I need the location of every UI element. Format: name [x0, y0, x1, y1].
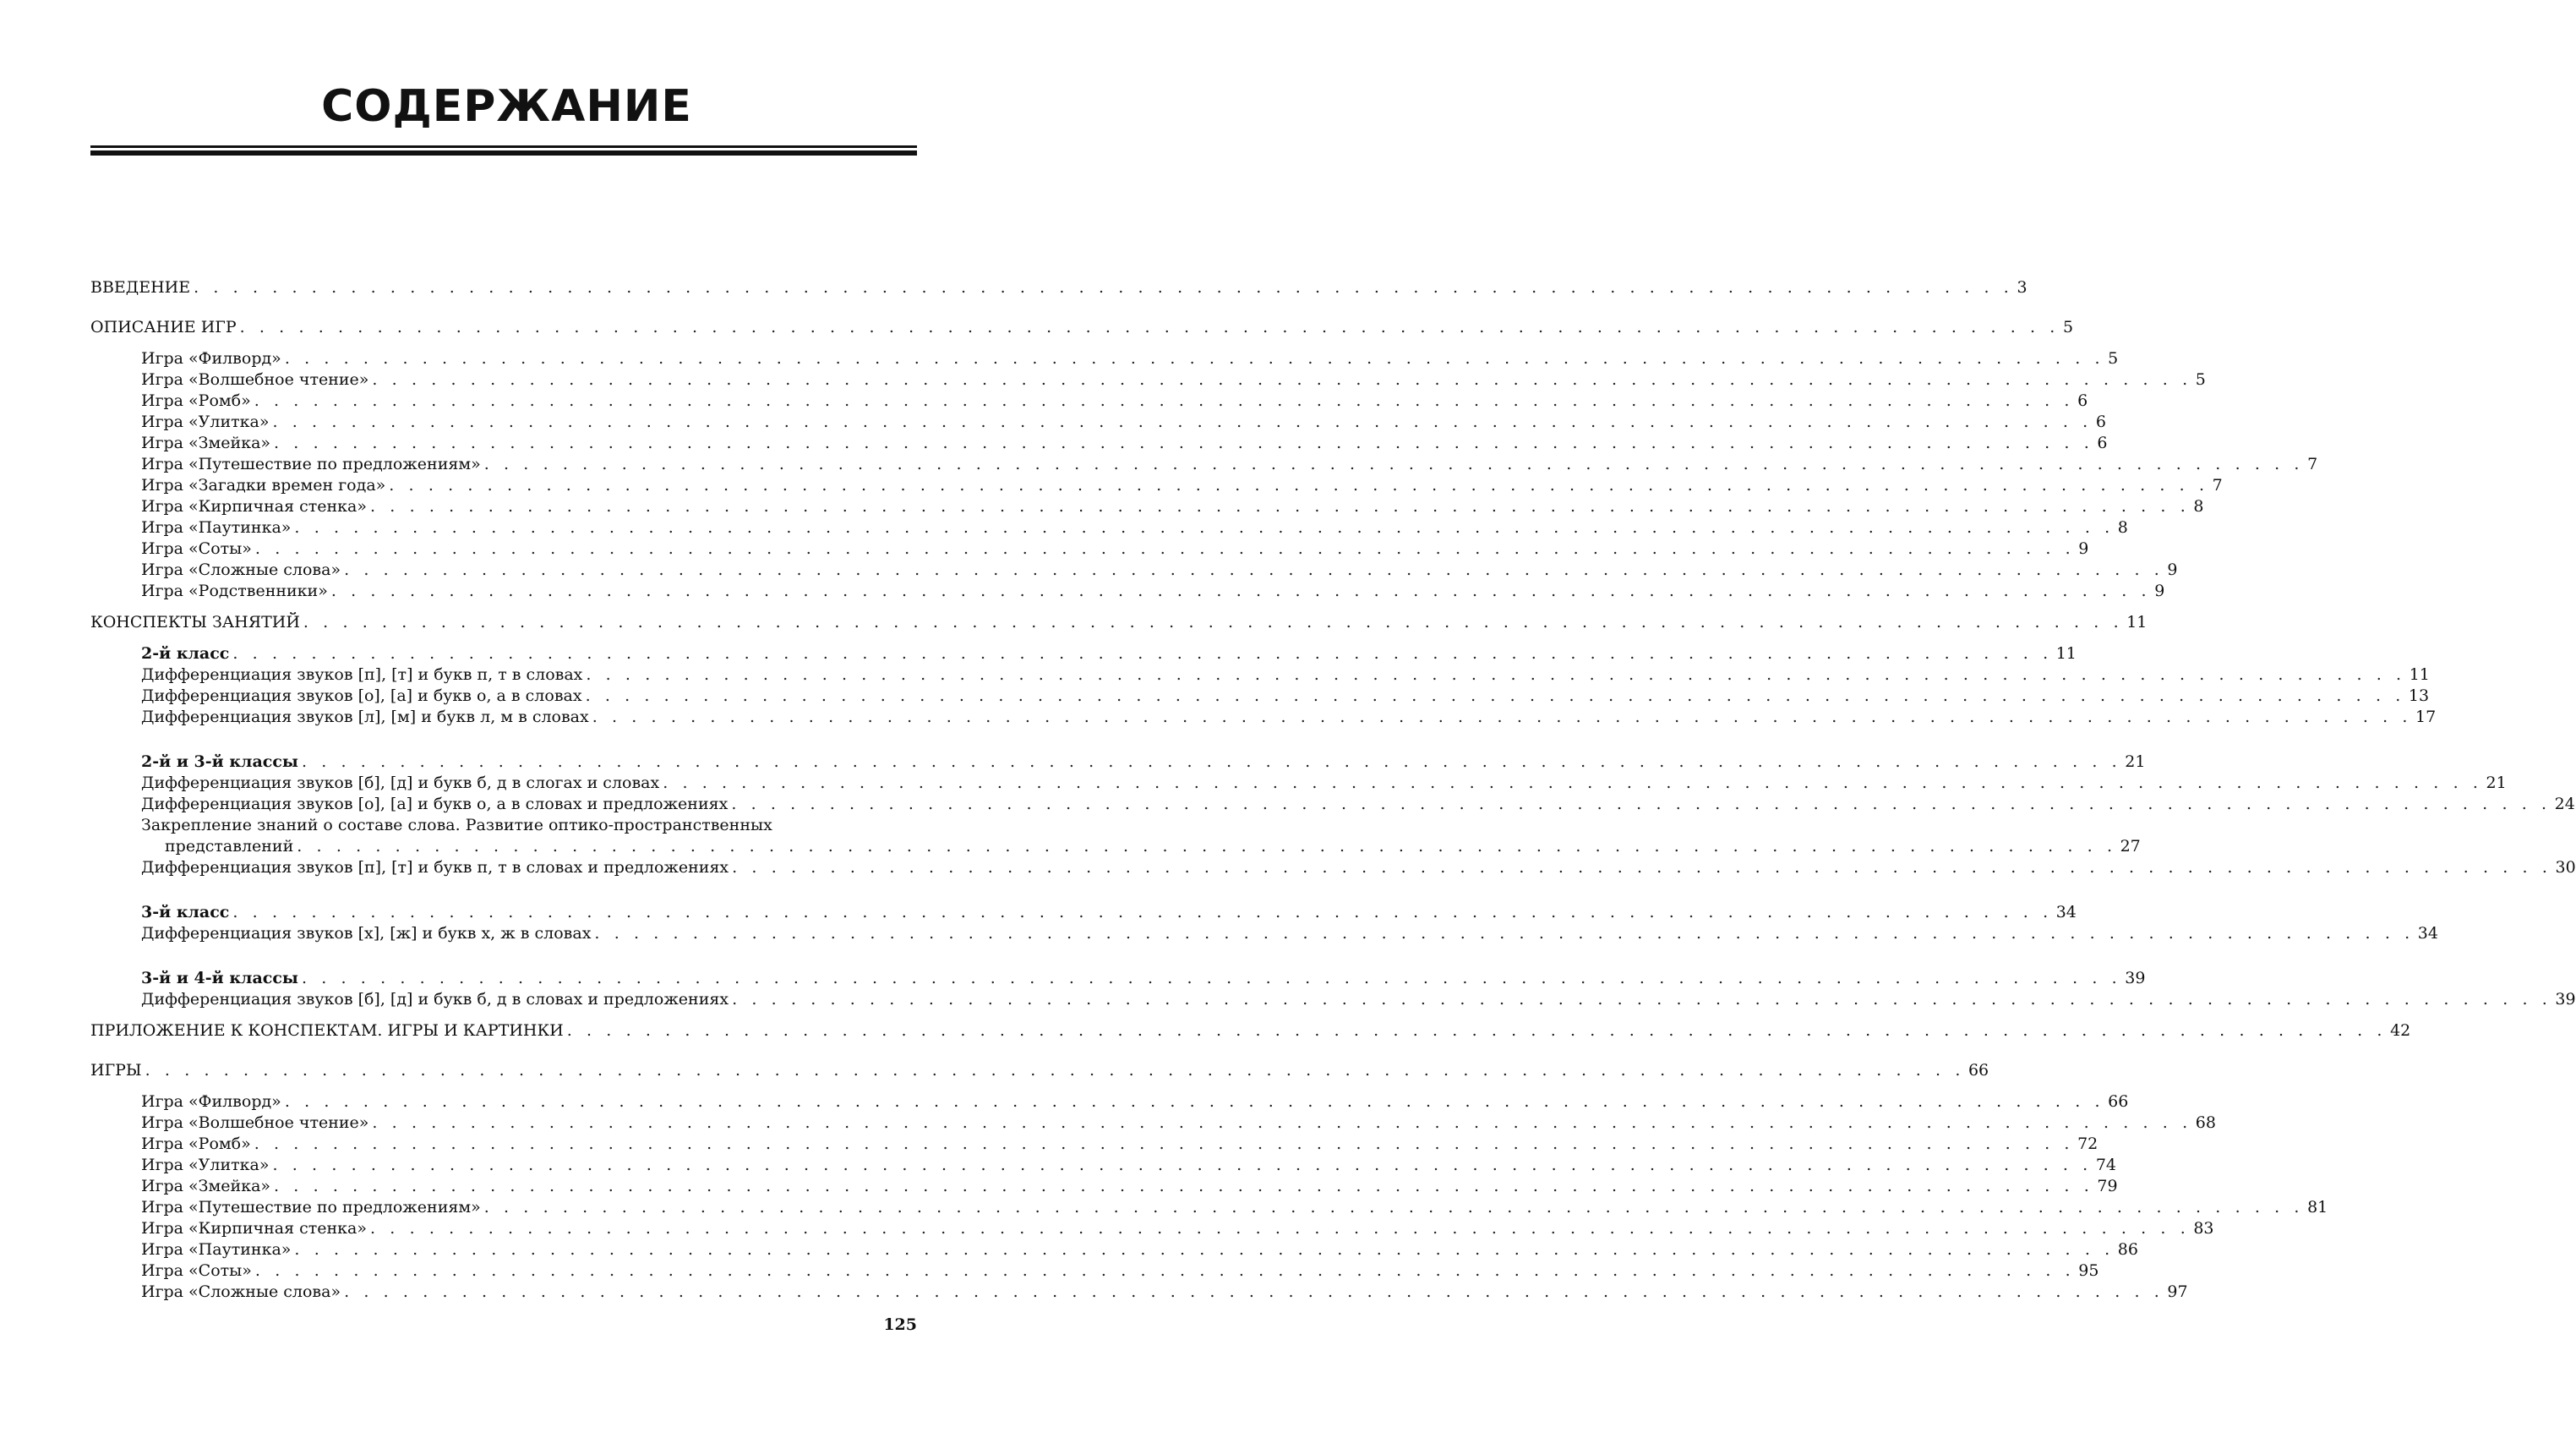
dot-leader: . . . . . . . . . . . . . . . . . . . . . . . . . . . . . . . . . . . . . . . . . . . . . . . . . . . . . . . . . . . . . . . . . . . . . . . . . . . . . . . . . . . . . . . . . . . . .: [330, 582, 2152, 600]
toc-entry-label: 3-й класс: [141, 902, 232, 923]
toc-entry[interactable]: [90, 794, 2575, 815]
dot-leader: . . . . . . . . . . . . . . . . . . . . . . . . . . . . . . . . . . . . . . . . . . . . . . . . . . . . . . . . . . . . . . . . . . . . . . . . . . . . . . . . . . . . . . . . . . . . .: [274, 434, 2094, 452]
toc-entry-page: 97: [2164, 1282, 2187, 1303]
toc-entry-page: 7: [2209, 475, 2223, 496]
toc-entry[interactable]: [90, 539, 2089, 560]
toc-entry[interactable]: [90, 1239, 2138, 1260]
toc-entry-page: 95: [2075, 1260, 2098, 1282]
toc-entry-label: Игра «Загадки времен года»: [141, 475, 389, 496]
dot-leader: . . . . . . . . . . . . . . . . . . . . . . . . . . . . . . . . . . . . . . . . . . . . . . . . . . . . . . . . . . . . . . . . . . . . . . . . . . . . . . . . . . . . . . . . . . . . .: [294, 518, 2115, 537]
dot-leader: . . . . . . . . . . . . . . . . . . . . . . . . . . . . . . . . . . . . . . . . . . . . . . . . . . . . . . . . . . . . . . . . . . . . . . . . . . . . . . . . . . . . . . . . . . . . .: [297, 837, 2117, 856]
dot-leader: . . . . . . . . . . . . . . . . . . . . . . . . . . . . . . . . . . . . . . . . . . . . . . . . . . . . . . . . . . . . . . . . . . . . . . . . . . . . . . . . . . . . . . . . . . . . .: [344, 560, 2164, 579]
toc-entry[interactable]: [90, 517, 2128, 539]
toc-entry-page: 9: [2075, 539, 2088, 560]
toc-entry[interactable]: [90, 391, 2088, 412]
toc-entry[interactable]: [90, 348, 2119, 369]
toc-entry-page: 8: [2190, 496, 2203, 517]
dot-leader: . . . . . . . . . . . . . . . . . . . . . . . . . . . . . . . . . . . . . . . . . . . . . . . . . . . . . . . . . . . . . . . . . . . . . . . . . . . . . . . . . . . . . . . . . . . . .: [370, 497, 2191, 516]
toc-entry-page: 68: [2192, 1113, 2216, 1134]
dot-leader: . . . . . . . . . . . . . . . . . . . . . . . . . . . . . . . . . . . . . . . . . . . . . . . . . . . . . . . . . . . . . . . . . . . . . . . . . . . . . . . . . . . . . . . . . . . . .: [239, 318, 2060, 336]
toc-entry-multiline-end[interactable]: [90, 836, 2141, 857]
toc-entry-page: 5: [2104, 348, 2118, 369]
toc-entry-label: Игра «Филворд»: [141, 1091, 285, 1113]
toc-entry-label: Игра «Путешествие по предложениям»: [141, 1197, 484, 1218]
toc-entry-label: Дифференциация звуков [л], [м] и букв л, м в словах: [141, 707, 592, 728]
toc-entry-label: Игра «Ромб»: [141, 391, 254, 412]
toc-entry-label: Игра «Соты»: [141, 1260, 255, 1282]
dot-leader: . . . . . . . . . . . . . . . . . . . . . . . . . . . . . . . . . . . . . . . . . . . . . . . . . . . . . . . . . . . . . . . . . . . . . . . . . . . . . . . . . . . . . . . . . . . . .: [145, 1061, 1965, 1080]
toc-entry[interactable]: [90, 923, 2438, 944]
toc-entry-label: Закрепление знаний о составе слова. Развитие оптико-пространственных: [141, 815, 776, 836]
dot-leader: . . . . . . . . . . . . . . . . . . . . . . . . . . . . . . . . . . . . . . . . . . . . . . . . . . . . . . . . . . . . . . . . . . . . . . . . . . . . . . . . . . . . . . . . . . . . .: [370, 1219, 2191, 1238]
toc-entry[interactable]: [90, 686, 2430, 707]
toc-entry-label: Дифференциация звуков [б], [д] и букв б, д в словах и предложениях: [141, 989, 732, 1010]
toc-entry-label: ОПИСАНИЕ ИГР: [90, 317, 240, 338]
toc-entry-label: Игра «Волшебное чтение»: [141, 369, 372, 391]
toc-entry-page: 86: [2115, 1239, 2138, 1260]
dot-leader: . . . . . . . . . . . . . . . . . . . . . . . . . . . . . . . . . . . . . . . . . . . . . . . . . . . . . . . . . . . . . . . . . . . . . . . . . . . . . . . . . . . . . . . . . . . . .: [301, 969, 2122, 987]
toc-entry[interactable]: [90, 1197, 2328, 1218]
toc-entry-page: 21: [2121, 752, 2145, 773]
toc-entry[interactable]: [90, 1176, 2118, 1197]
toc-entry[interactable]: [90, 496, 2204, 517]
toc-entry-page: 27: [2117, 836, 2141, 857]
toc-entry-page: 72: [2074, 1134, 2098, 1155]
toc-entry-page: 5: [2192, 369, 2206, 391]
dot-leader: . . . . . . . . . . . . . . . . . . . . . . . . . . . . . . . . . . . . . . . . . . . . . . . . . . . . . . . . . . . . . . . . . . . . . . . . . . . . . . . . . . . . . . . . . . . . .: [294, 1240, 2115, 1259]
toc-entry[interactable]: [90, 560, 2178, 581]
dot-leader: . . . . . . . . . . . . . . . . . . . . . . . . . . . . . . . . . . . . . . . . . . . . . . . . . . . . . . . . . . . . . . . . . . . . . . . . . . . . . . . . . . . . . . . . . . . . .: [232, 903, 2053, 921]
toc-entry-label: Игра «Кирпичная стенка»: [141, 496, 370, 517]
toc-entry-multiline-start[interactable]: [90, 815, 917, 836]
toc-entry-page: 30: [2551, 857, 2575, 878]
dot-leader: . . . . . . . . . . . . . . . . . . . . . . . . . . . . . . . . . . . . . . . . . . . . . . . . . . . . . . . . . . . . . . . . . . . . . . . . . . . . . . . . . . . . . . . . . . . . .: [586, 665, 2406, 684]
toc-subsection-grades-3-4[interactable]: [90, 968, 2146, 989]
toc-entry[interactable]: [90, 857, 2576, 878]
toc-entry[interactable]: [90, 989, 2576, 1010]
toc-entry-label: Игра «Филворд»: [141, 348, 285, 369]
toc-entry-label: Дифференциация звуков [п], [т] и букв п, т в словах и предложениях: [141, 857, 732, 878]
dot-leader: . . . . . . . . . . . . . . . . . . . . . . . . . . . . . . . . . . . . . . . . . . . . . . . . . . . . . . . . . . . . . . . . . . . . . . . . . . . . . . . . . . . . . . . . . . . . .: [254, 1261, 2076, 1280]
toc-entry-page: 39: [2551, 989, 2575, 1010]
toc-entry-page: 6: [2093, 412, 2106, 433]
toc-entry-label: Игра «Паутинка»: [141, 1239, 294, 1260]
dot-leader: . . . . . . . . . . . . . . . . . . . . . . . . . . . . . . . . . . . . . . . . . . . . . . . . . . . . . . . . . . . . . . . . . . . . . . . . . . . . . . . . . . . . . . . . . . . . .: [389, 476, 2209, 495]
toc-entry-page: 81: [2304, 1197, 2328, 1218]
toc-entry-label: Игра «Змейка»: [141, 1176, 274, 1197]
toc-entry-page: 6: [2093, 433, 2107, 454]
toc-entry-label: Игра «Сложные слова»: [141, 560, 344, 581]
toc-entry-label: Игра «Кирпичная стенка»: [141, 1218, 370, 1239]
toc-entry-label: 2-й и 3-й классы: [141, 752, 302, 773]
toc-entry-label: ПРИЛОЖЕНИЕ К КОНСПЕКТАМ. ИГРЫ И КАРТИНКИ: [90, 1020, 567, 1042]
dot-leader: . . . . . . . . . . . . . . . . . . . . . . . . . . . . . . . . . . . . . . . . . . . . . . . . . . . . . . . . . . . . . . . . . . . . . . . . . . . . . . . . . . . . . . . . . . . . .: [303, 613, 2124, 632]
dot-leader: . . . . . . . . . . . . . . . . . . . . . . . . . . . . . . . . . . . . . . . . . . . . . . . . . . . . . . . . . . . . . . . . . . . . . . . . . . . . . . . . . . . . . . . . . . . . .: [592, 708, 2413, 726]
toc-entry-page: 66: [1965, 1060, 1989, 1081]
dot-leader: . . . . . . . . . . . . . . . . . . . . . . . . . . . . . . . . . . . . . . . . . . . . . . . . . . . . . . . . . . . . . . . . . . . . . . . . . . . . . . . . . . . . . . . . . . . . .: [483, 455, 2305, 473]
dot-leader: . . . . . . . . . . . . . . . . . . . . . . . . . . . . . . . . . . . . . . . . . . . . . . . . . . . . . . . . . . . . . . . . . . . . . . . . . . . . . . . . . . . . . . . . . . . . .: [272, 1156, 2093, 1174]
toc-entry[interactable]: [90, 707, 2437, 728]
dot-leader: . . . . . . . . . . . . . . . . . . . . . . . . . . . . . . . . . . . . . . . . . . . . . . . . . . . . . . . . . . . . . . . . . . . . . . . . . . . . . . . . . . . . . . . . . . . . .: [566, 1021, 2388, 1040]
title-rule-thin: [90, 145, 917, 148]
dot-leader: . . . . . . . . . . . . . . . . . . . . . . . . . . . . . . . . . . . . . . . . . . . . . . . . . . . . . . . . . . . . . . . . . . . . . . . . . . . . . . . . . . . . . . . . . . . . .: [194, 278, 2014, 297]
toc-entry[interactable]: [90, 773, 2507, 794]
toc-entry-page: 79: [2093, 1176, 2117, 1197]
toc-entry[interactable]: [90, 581, 2165, 602]
toc-entry-introduction[interactable]: [90, 277, 2028, 298]
toc-entry-label: Дифференциация звуков [х], [ж] и букв х, ж в словах: [141, 923, 594, 944]
toc-entry[interactable]: [90, 1260, 2099, 1282]
toc-section-lesson-notes[interactable]: [90, 612, 2148, 633]
toc-entry-label: 2-й класс: [141, 643, 232, 664]
dot-leader: . . . . . . . . . . . . . . . . . . . . . . . . . . . . . . . . . . . . . . . . . . . . . . . . . . . . . . . . . . . . . . . . . . . . . . . . . . . . . . . . . . . . . . . . . . . . .: [274, 1177, 2094, 1195]
toc-entry-label: КОНСПЕКТЫ ЗАНЯТИЙ: [90, 612, 303, 633]
page-number: 125: [883, 1315, 917, 1334]
dot-leader: . . . . . . . . . . . . . . . . . . . . . . . . . . . . . . . . . . . . . . . . . . . . . . . . . . . . . . . . . . . . . . . . . . . . . . . . . . . . . . . . . . . . . . . . . . . . .: [732, 858, 2552, 877]
toc-entry-page: 39: [2121, 968, 2145, 989]
toc-entry-page: 34: [2053, 902, 2077, 923]
dot-leader: . . . . . . . . . . . . . . . . . . . . . . . . . . . . . . . . . . . . . . . . . . . . . . . . . . . . . . . . . . . . . . . . . . . . . . . . . . . . . . . . . . . . . . . . . . . . .: [284, 1092, 2105, 1111]
toc-entry-page: 7: [2304, 454, 2317, 475]
table-of-contents: [90, 277, 2576, 1303]
toc-entry-label: Игра «Улитка»: [141, 1155, 272, 1176]
toc-entry-label: Дифференциация звуков [о], [а] и букв о, а в словах: [141, 686, 586, 707]
toc-entry-page: 83: [2190, 1218, 2213, 1239]
toc-entry-page: 11: [2406, 664, 2430, 686]
dot-leader: . . . . . . . . . . . . . . . . . . . . . . . . . . . . . . . . . . . . . . . . . . . . . . . . . . . . . . . . . . . . . . . . . . . . . . . . . . . . . . . . . . . . . . . . . . . . .: [254, 391, 2075, 410]
toc-entry-page: 5: [2060, 317, 2073, 338]
toc-subsection-grade-3[interactable]: [90, 902, 2077, 923]
toc-entry[interactable]: [90, 454, 2318, 475]
toc-entry-page: 6: [2074, 391, 2088, 412]
toc-entry[interactable]: [90, 664, 2430, 686]
toc-entry-label: Игра «Волшебное чтение»: [141, 1113, 372, 1134]
toc-entry[interactable]: [90, 1218, 2214, 1239]
toc-entry[interactable]: [90, 369, 2206, 391]
toc-entry-label: Игра «Сложные слова»: [141, 1282, 344, 1303]
dot-leader: . . . . . . . . . . . . . . . . . . . . . . . . . . . . . . . . . . . . . . . . . . . . . . . . . . . . . . . . . . . . . . . . . . . . . . . . . . . . . . . . . . . . . . . . . . . . .: [272, 413, 2093, 431]
dot-leader: . . . . . . . . . . . . . . . . . . . . . . . . . . . . . . . . . . . . . . . . . . . . . . . . . . . . . . . . . . . . . . . . . . . . . . . . . . . . . . . . . . . . . . . . . . . . .: [372, 1113, 2192, 1132]
dot-leader: . . . . . . . . . . . . . . . . . . . . . . . . . . . . . . . . . . . . . . . . . . . . . . . . . . . . . . . . . . . . . . . . . . . . . . . . . . . . . . . . . . . . . . . . . . . . .: [232, 644, 2053, 663]
toc-entry-page: 17: [2412, 707, 2436, 728]
toc-subsection-grade-2[interactable]: [90, 643, 2077, 664]
toc-entry[interactable]: [90, 412, 2106, 433]
toc-entry-label: Игра «Улитка»: [141, 412, 272, 433]
toc-entry-label: Дифференциация звуков [о], [а] и букв о, а в словах и предложениях: [141, 794, 731, 815]
toc-entry-label: ВВЕДЕНИЕ: [90, 277, 194, 298]
toc-entry-page: 21: [2483, 773, 2507, 794]
dot-leader: . . . . . . . . . . . . . . . . . . . . . . . . . . . . . . . . . . . . . . . . . . . . . . . . . . . . . . . . . . . . . . . . . . . . . . . . . . . . . . . . . . . . . . . . . . . . .: [284, 349, 2105, 368]
toc-entry-label: Игра «Паутинка»: [141, 517, 294, 539]
toc-entry-page: 74: [2093, 1155, 2116, 1176]
toc-entry-label: Дифференциация звуков [б], [д] и букв б, д в слогах и словах: [141, 773, 663, 794]
toc-entry-page: 3: [2013, 277, 2027, 298]
toc-entry[interactable]: [90, 1282, 2188, 1303]
title-rule-thick: [90, 150, 917, 156]
toc-section-games[interactable]: [90, 1060, 1989, 1081]
toc-entry-page: 42: [2387, 1020, 2410, 1042]
toc-entry-label: 3-й и 4-й классы: [141, 968, 302, 989]
toc-entry[interactable]: [90, 1091, 2129, 1113]
dot-leader: . . . . . . . . . . . . . . . . . . . . . . . . . . . . . . . . . . . . . . . . . . . . . . . . . . . . . . . . . . . . . . . . . . . . . . . . . . . . . . . . . . . . . . . . . . . . .: [663, 774, 2483, 792]
toc-entry-label: Игра «Соты»: [141, 539, 255, 560]
toc-entry-page: 9: [2164, 560, 2177, 581]
toc-entry-page: 9: [2151, 581, 2164, 602]
toc-entry-label: Игра «Ромб»: [141, 1134, 254, 1155]
toc-section-game-descriptions[interactable]: [90, 317, 2074, 338]
toc-entry-label: ИГРЫ: [90, 1060, 145, 1081]
dot-leader: . . . . . . . . . . . . . . . . . . . . . . . . . . . . . . . . . . . . . . . . . . . . . . . . . . . . . . . . . . . . . . . . . . . . . . . . . . . . . . . . . . . . . . . . . . . . .: [254, 539, 2076, 558]
toc-entry-page: 66: [2104, 1091, 2128, 1113]
dot-leader: . . . . . . . . . . . . . . . . . . . . . . . . . . . . . . . . . . . . . . . . . . . . . . . . . . . . . . . . . . . . . . . . . . . . . . . . . . . . . . . . . . . . . . . . . . . . .: [254, 1135, 2075, 1153]
dot-leader: . . . . . . . . . . . . . . . . . . . . . . . . . . . . . . . . . . . . . . . . . . . . . . . . . . . . . . . . . . . . . . . . . . . . . . . . . . . . . . . . . . . . . . . . . . . . .: [372, 370, 2192, 389]
dot-leader: . . . . . . . . . . . . . . . . . . . . . . . . . . . . . . . . . . . . . . . . . . . . . . . . . . . . . . . . . . . . . . . . . . . . . . . . . . . . . . . . . . . . . . . . . . . . .: [344, 1282, 2164, 1301]
toc-entry-label: представлений: [165, 836, 297, 857]
toc-entry[interactable]: [90, 1155, 2116, 1176]
toc-entry-page: 11: [2123, 612, 2147, 633]
toc-entry[interactable]: [90, 1134, 2098, 1155]
toc-entry-label: Дифференциация звуков [п], [т] и букв п, т в словах: [141, 664, 586, 686]
page-title: СОДЕРЖАНИЕ: [321, 81, 692, 132]
toc-entry-page: 24: [2551, 794, 2575, 815]
toc-entry[interactable]: [90, 433, 2108, 454]
toc-entry-page: 34: [2415, 923, 2438, 944]
toc-entry-label: Игра «Родственники»: [141, 581, 331, 602]
dot-leader: . . . . . . . . . . . . . . . . . . . . . . . . . . . . . . . . . . . . . . . . . . . . . . . . . . . . . . . . . . . . . . . . . . . . . . . . . . . . . . . . . . . . . . . . . . . . .: [483, 1198, 2305, 1217]
dot-leader: . . . . . . . . . . . . . . . . . . . . . . . . . . . . . . . . . . . . . . . . . . . . . . . . . . . . . . . . . . . . . . . . . . . . . . . . . . . . . . . . . . . . . . . . . . . . .: [301, 752, 2122, 771]
toc-entry-page: 13: [2405, 686, 2429, 707]
toc-entry-label: Игра «Змейка»: [141, 433, 274, 454]
dot-leader: . . . . . . . . . . . . . . . . . . . . . . . . . . . . . . . . . . . . . . . . . . . . . . . . . . . . . . . . . . . . . . . . . . . . . . . . . . . . . . . . . . . . . . . . . . . . .: [585, 686, 2405, 705]
dot-leader: . . . . . . . . . . . . . . . . . . . . . . . . . . . . . . . . . . . . . . . . . . . . . . . . . . . . . . . . . . . . . . . . . . . . . . . . . . . . . . . . . . . . . . . . . . . . .: [731, 795, 2551, 813]
toc-entry-page: 8: [2115, 517, 2128, 539]
toc-entry-label: Игра «Путешествие по предложениям»: [141, 454, 484, 475]
toc-entry[interactable]: [90, 1113, 2216, 1134]
toc-entry[interactable]: [90, 475, 2223, 496]
toc-subsection-grades-2-3[interactable]: [90, 752, 2146, 773]
toc-entry-page: 11: [2053, 643, 2077, 664]
toc-section-appendix[interactable]: [90, 1020, 2411, 1042]
dot-leader: . . . . . . . . . . . . . . . . . . . . . . . . . . . . . . . . . . . . . . . . . . . . . . . . . . . . . . . . . . . . . . . . . . . . . . . . . . . . . . . . . . . . . . . . . . . . .: [732, 990, 2552, 1009]
dot-leader: . . . . . . . . . . . . . . . . . . . . . . . . . . . . . . . . . . . . . . . . . . . . . . . . . . . . . . . . . . . . . . . . . . . . . . . . . . . . . . . . . . . . . . . . . . . . .: [594, 924, 2415, 943]
